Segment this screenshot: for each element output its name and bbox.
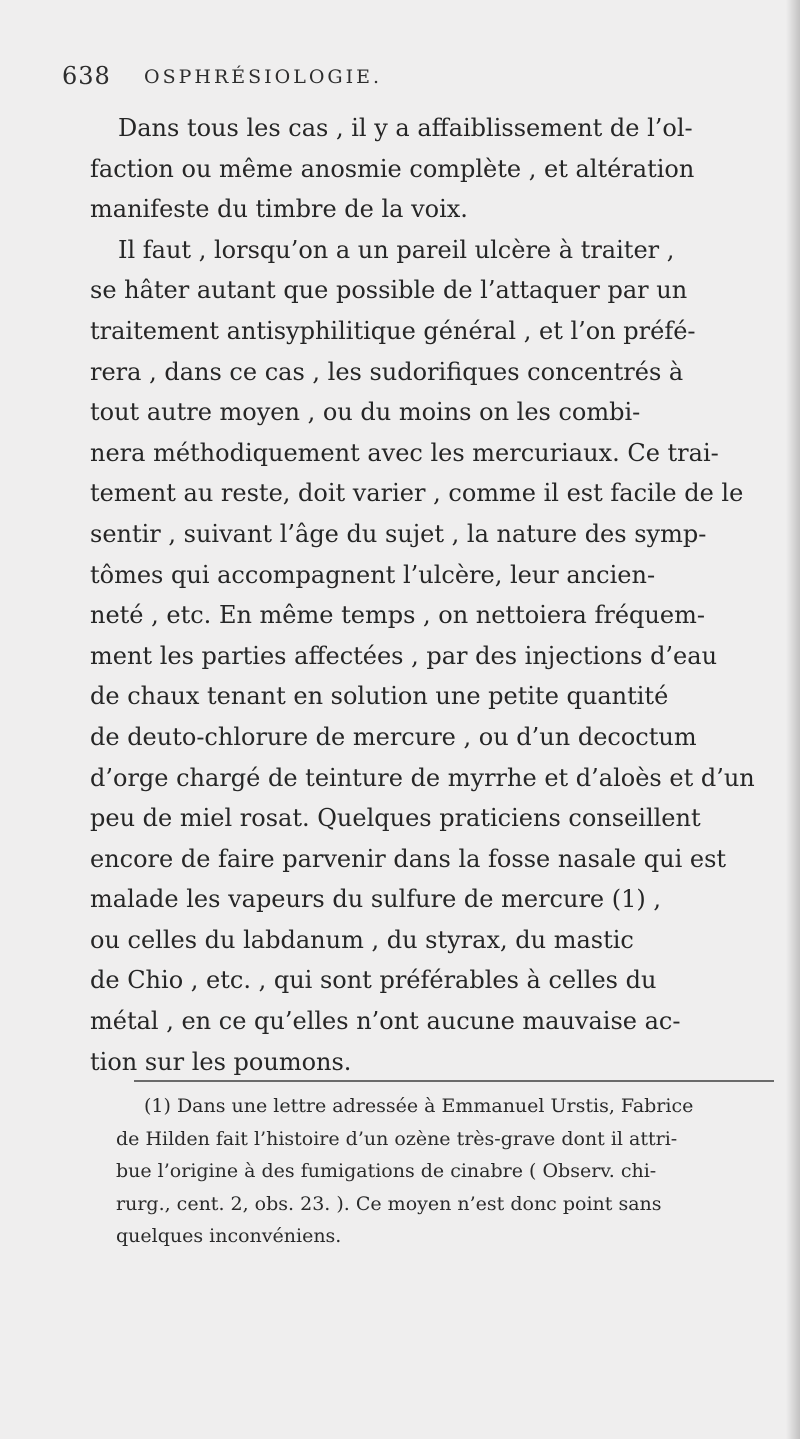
text-line: nera méthodiquement avec les mercuriaux. Ce trai-	[90, 438, 719, 467]
text-line: d’orge chargé de teinture de myrrhe et d’aloès et d’un	[90, 763, 755, 792]
text-line: de chaux tenant en solution une petite quantité	[90, 682, 669, 711]
text-line: tion sur les poumons.	[90, 1047, 352, 1076]
text-line: sentir , suivant l’âge du sujet , la nature des symp-	[90, 519, 707, 548]
page-header	[62, 62, 662, 98]
text-line: se hâter autant que possible de l’attaquer par un	[90, 276, 688, 305]
footnote	[116, 1090, 796, 1253]
text-line: de deuto-chlorure de mercure , ou d’un decoctum	[90, 722, 697, 751]
text-line: tement au reste, doit varier , comme il est facile de le	[90, 479, 744, 508]
footnote-line: quelques inconvéniens.	[116, 1225, 342, 1247]
text-line: tout autre moyen , ou du moins on les combi-	[90, 398, 641, 427]
running-title: OSPHRÉSIOLOGIE.	[144, 66, 383, 88]
text-line: ou celles du labdanum , du styrax, du mastic	[90, 925, 634, 954]
text-line: manifeste du timbre de la voix.	[90, 195, 468, 224]
footnote-line: de Hilden fait l’histoire d’un ozène très-grave dont il attri-	[116, 1127, 678, 1150]
text-line: Il faut , lorsqu’on a un pareil ulcère à traiter ,	[118, 235, 675, 264]
main-text	[90, 108, 790, 1082]
footnote-separator	[134, 1080, 774, 1082]
text-line: peu de miel rosat. Quelques praticiens conseillent	[90, 804, 701, 833]
text-line: tômes qui accompagnent l’ulcère, leur ancien-	[90, 560, 656, 589]
text-line: ment les parties affectées , par des injections d’eau	[90, 641, 718, 670]
text-line: malade les vapeurs du sulfure de mercure (1) ,	[90, 885, 662, 914]
text-line: Dans tous les cas , il y a affaiblissement de l’ol-	[118, 114, 693, 142]
text-line: de Chio , etc. , qui sont préférables à celles du	[90, 966, 657, 995]
text-line: rera , dans ce cas , les sudorifiques concentrés à	[90, 357, 684, 386]
footnote-line: (1) Dans une lettre adressée à Emmanuel Urstis, Fabrice	[144, 1095, 694, 1117]
text-line: métal , en ce qu’elles n’ont aucune mauvaise ac-	[90, 1007, 681, 1036]
page-number: 638	[62, 62, 111, 90]
text-line: encore de faire parvenir dans la fosse nasale qui est	[90, 844, 727, 873]
text-line: neté , etc. En même temps , on nettoiera fréquem-	[90, 601, 705, 630]
footnote-line: rurg., cent. 2, obs. 23. ). Ce moyen n’est donc point sans	[116, 1192, 662, 1215]
text-line: traitement antisyphilitique général , et l’on préfé-	[90, 316, 696, 345]
text-line: faction ou même anosmie complète , et altération	[90, 154, 695, 183]
footnote-line: bue l’origine à des fumigations de cinabre ( Observ. chi-	[116, 1160, 657, 1182]
